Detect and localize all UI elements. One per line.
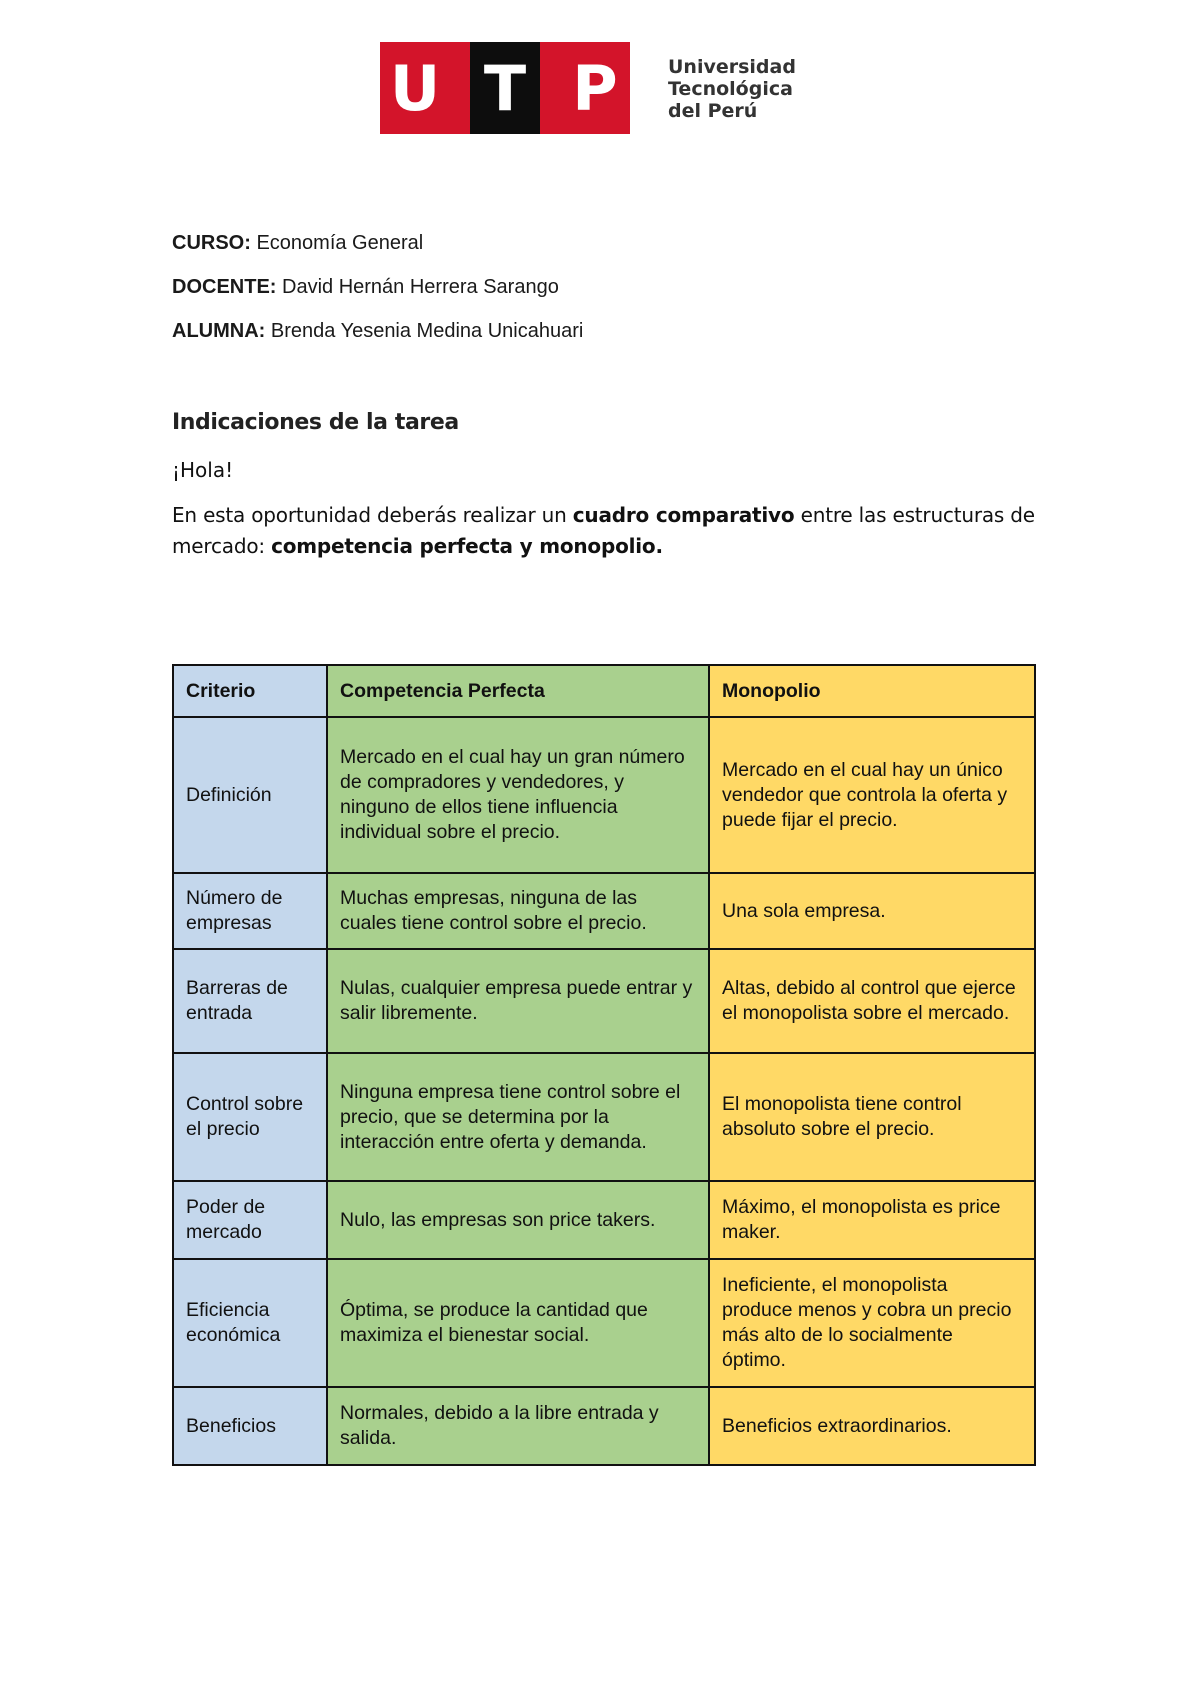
header-competencia: Competencia Perfecta — [327, 665, 709, 717]
logo-band — [540, 42, 560, 134]
cell-monopolio: Mercado en el cual hay un único vendedor que controla la oferta y puede fijar el precio. — [709, 717, 1035, 873]
alumna-line — [172, 320, 583, 343]
cell-competencia: Ninguna empresa tiene control sobre el precio, que se determina por la interacción entre oferta y demanda. — [327, 1053, 709, 1181]
logo-name-line: del Perú — [668, 100, 758, 122]
table-row — [173, 949, 1035, 1053]
cell-monopolio: Altas, debido al control que ejerce el monopolista sobre el mercado. — [709, 949, 1035, 1053]
curso-value: Economía General — [256, 232, 424, 254]
logo-band — [450, 42, 470, 134]
table-row — [173, 1181, 1035, 1259]
logo-name-line: Tecnológica — [668, 78, 793, 100]
cell-monopolio: El monopolista tiene control absoluto sobre el precio. — [709, 1053, 1035, 1181]
header-monopolio: Monopolio — [709, 665, 1035, 717]
curso-label: CURSO: — [172, 232, 251, 254]
intro-bold: competencia perfecta y monopolio. — [271, 534, 663, 558]
logo-letter-t: T — [470, 42, 540, 134]
cell-monopolio: Beneficios extraordinarios. — [709, 1387, 1035, 1465]
alumna-value: Brenda Yesenia Medina Unicahuari — [270, 320, 584, 342]
curso-line — [172, 232, 423, 255]
docente-value: David Hernán Herrera Sarango — [282, 276, 559, 298]
cell-criterio: Barreras de entrada — [173, 949, 327, 1053]
table-row — [173, 1259, 1035, 1387]
cell-monopolio: Máximo, el monopolista es price maker. — [709, 1181, 1035, 1259]
intro-paragraph — [172, 500, 1052, 562]
logo-letter-p: P — [560, 42, 630, 134]
greeting: ¡Hola! — [172, 458, 234, 482]
cell-monopolio: Ineficiente, el monopolista produce menos y cobra un precio más alto de lo socialmente óptimo. — [709, 1259, 1035, 1387]
table-row — [173, 873, 1035, 949]
table-row — [173, 717, 1035, 873]
cell-monopolio: Una sola empresa. — [709, 873, 1035, 949]
cell-criterio: Número de empresas — [173, 873, 327, 949]
section-title: Indicaciones de la tarea — [172, 410, 459, 435]
cell-competencia: Nulas, cualquier empresa puede entrar y salir libremente. — [327, 949, 709, 1053]
cell-competencia: Nulo, las empresas son price takers. — [327, 1181, 709, 1259]
alumna-label: ALUMNA: — [172, 320, 266, 342]
cell-competencia: Normales, debido a la libre entrada y salida. — [327, 1387, 709, 1465]
intro-bold: cuadro comparativo — [572, 503, 795, 527]
cell-criterio: Control sobre el precio — [173, 1053, 327, 1181]
cell-criterio: Beneficios — [173, 1387, 327, 1465]
logo-university-name — [668, 56, 808, 122]
cell-criterio: Eficiencia económica — [173, 1259, 327, 1387]
logo-name-line: Universidad — [668, 56, 796, 78]
logo-letter-u: U — [380, 42, 450, 134]
cell-criterio: Definición — [173, 717, 327, 873]
intro-text: entre las estructuras de mercado: — [172, 503, 1035, 558]
table-row — [173, 1387, 1035, 1465]
comparison-table — [172, 664, 1036, 1466]
table-header-row — [173, 665, 1035, 717]
cell-competencia: Mercado en el cual hay un gran número de compradores y vendedores, y ninguno de ellos tiene influencia individual sobre el precio. — [327, 717, 709, 873]
utp-logo — [380, 42, 800, 134]
cell-criterio: Poder de mercado — [173, 1181, 327, 1259]
docente-line — [172, 276, 559, 299]
header-criterio: Criterio — [173, 665, 327, 717]
intro-text: En esta oportunidad deberás realizar un — [172, 503, 573, 527]
table-row — [173, 1053, 1035, 1181]
cell-competencia: Óptima, se produce la cantidad que maximiza el bienestar social. — [327, 1259, 709, 1387]
docente-label: DOCENTE: — [172, 276, 277, 298]
cell-competencia: Muchas empresas, ninguna de las cuales tiene control sobre el precio. — [327, 873, 709, 949]
